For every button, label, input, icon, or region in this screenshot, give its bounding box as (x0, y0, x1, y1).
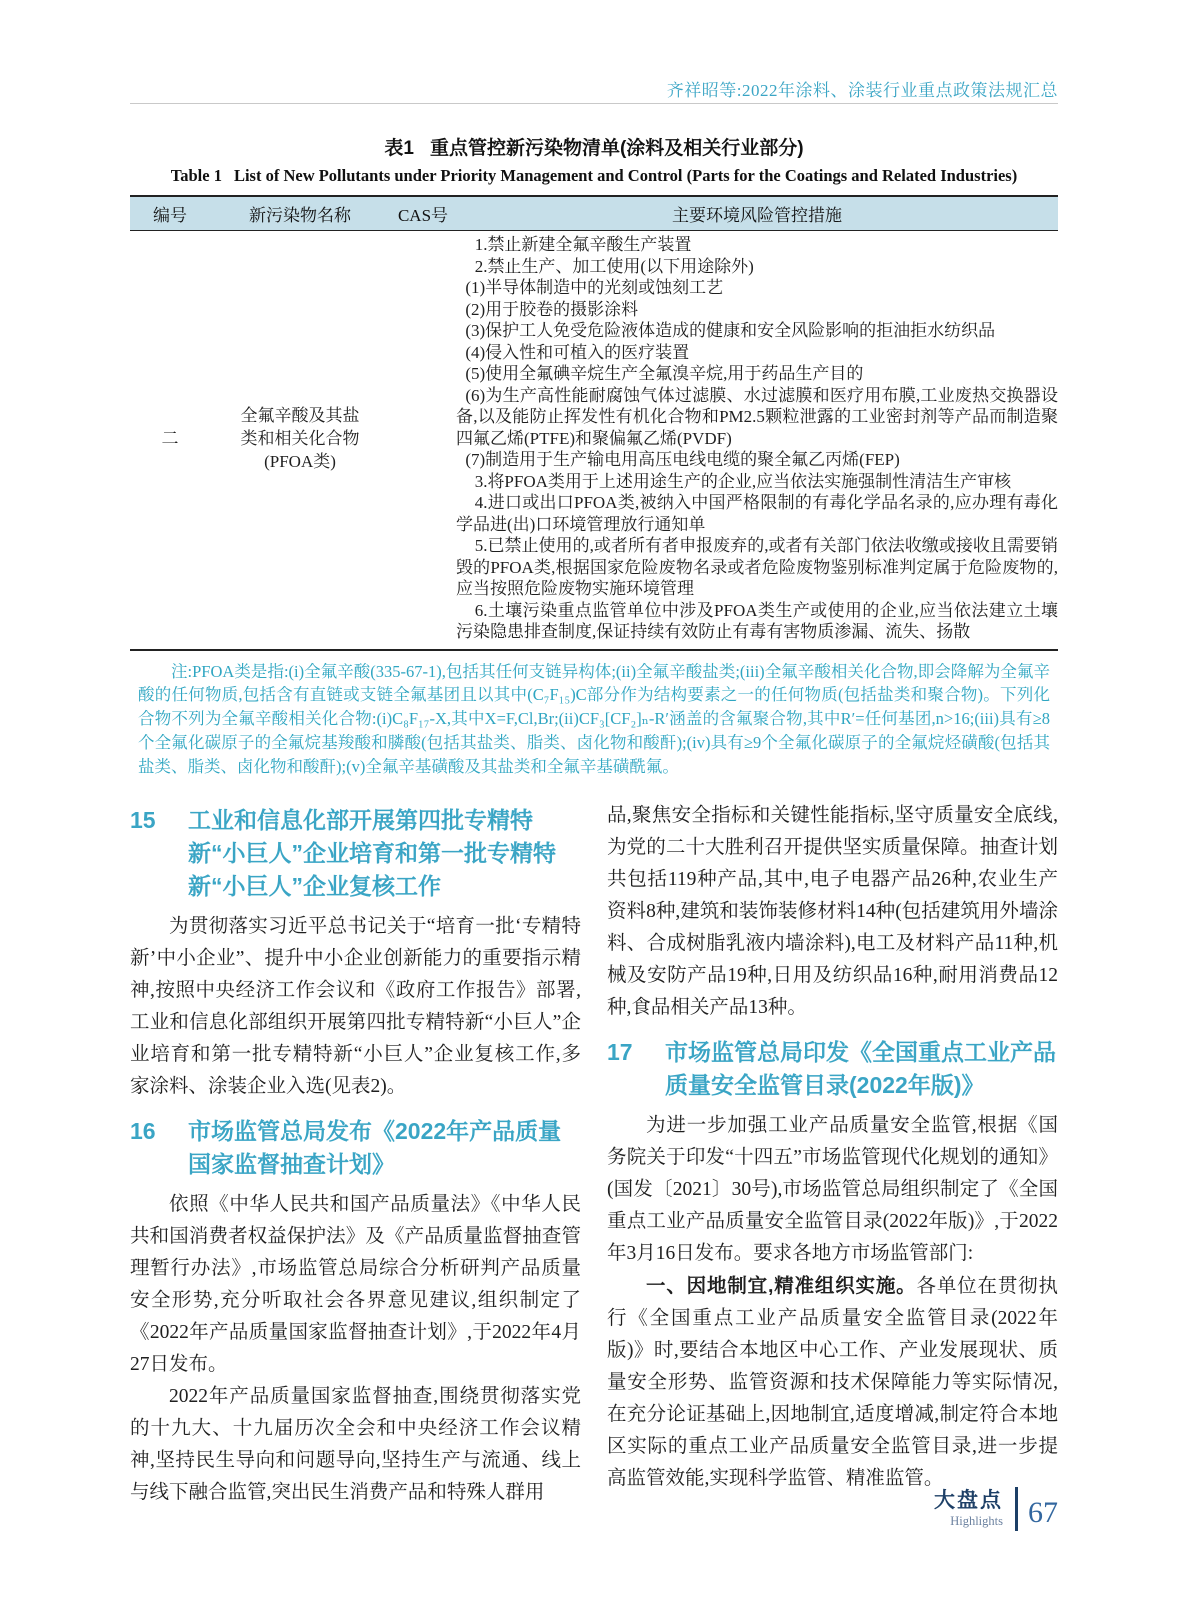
measure-item: 5.已禁止使用的,或者所有者申报废弃的,或者有关部门依法收缴或接收且需要销毁的PFOA类,根据国家危险废物名录或者危险废物鉴别标准判定属于危险废物的,应当按照危险废物实施环境管理 (456, 536, 1058, 598)
measure-item: 2.禁止生产、加工使用(以下用途除外) (474, 256, 754, 276)
row-measures-cell (456, 234, 1058, 643)
section-16-title: 市场监管总局发布《2022年产品质量国家监督抽查计划》 (188, 1118, 562, 1177)
article-body (130, 800, 1058, 1509)
table-header-row (130, 195, 1058, 231)
table-row (130, 231, 1058, 651)
section-15-paragraph: 为贯彻落实习近平总书记关于“培育一批‘专精特新’中小企业”、提升中小企业创新能力的重要指示精神,按照中央经济工作会议和《政府工作报告》部署,工业和信息化部组织开展第四批专精特新“小巨人”企业培育和第一批专精特新“小巨人”企业复核工作,多家涂料、涂装企业入选(见表2)。 (130, 916, 581, 1097)
header-rule (130, 103, 1058, 104)
section-17-number: 17 (607, 1039, 633, 1065)
table-title-en-label: Table 1 (170, 166, 222, 185)
paragraph-bold-lead: 一、因地制宜,精准组织实施。 (646, 1275, 917, 1297)
pollutants-table (130, 195, 1058, 651)
table-title-zh (130, 133, 1058, 160)
col-header-cas: CAS号 (397, 206, 449, 225)
section-16-heading (130, 1115, 581, 1181)
measure-item: (1)半导体制造中的光刻或蚀刻工艺 (465, 278, 724, 297)
footer-label-zh: 大盘点 (934, 1488, 1003, 1512)
row-cas-cell (390, 234, 456, 643)
section-17-title: 市场监管总局印发《全国重点工业产品质量安全监管目录(2022年版)》 (665, 1039, 1056, 1098)
page-number: 67 (1028, 1496, 1058, 1529)
measure-item: 3.将PFOA类用于上述用途生产的企业,应当依法实施强制性清洁生产审核 (474, 471, 1012, 491)
page-footer (130, 1487, 1058, 1531)
table1-section (130, 133, 1058, 779)
table-title-en (130, 166, 1058, 186)
measure-item: (4)侵入性和可植入的医疗装置 (465, 342, 690, 362)
section-17-paragraph-1: 为进一步加强工业产品质量安全监管,根据《国务院关于印发“十四五”市场监管现代化规划的通知》(国发〔2021〕30号),市场监管总局组织制定了《全国重点工业产品质量安全监管目录(2022年版)》,于2022年3月16日发布。要求各地方市场监管部门: (607, 1115, 1058, 1264)
col-header-name: 新污染物名称 (249, 206, 351, 225)
section-15-title: 工业和信息化部开展第四批专精特新“小巨人”企业培育和第一批专精特新“小巨人”企业复核工作 (188, 807, 556, 899)
measure-item: (7)制造用于生产输电用高压电线电缆的聚全氟乙丙烯(FEP) (465, 450, 900, 469)
paragraph-rest: 各单位在贯彻执行《全国重点工业产品质量安全监管目录(2022年版)》时,要结合本地区中心工作、产业发展现状、质量安全形势、监管资源和技术保障能力等实际情况,在充分论证基础上,因地制宜,适度增减,制定符合本地区实际的重点工业产品质量安全监管目录,进一步提高监管效能,实现科学监管、精准监管。 (607, 1276, 1058, 1489)
section-16-paragraph-2: 2022年产品质量国家监督抽查,围绕贯彻落实党的十九大、十九届历次全会和中央经济工作会议精神,坚持民生导向和问题导向,坚持生产与流通、线上与线下融合监管,突出民生消费产品和特殊人群用 (130, 1386, 581, 1503)
table-note: 注:PFOA类是指:(i)全氟辛酸(335-67-1),包括其任何支链异构体;(ii)全氟辛酸盐类;(iii)全氟辛酸相关化合物,即会降解为全氟辛酸的任何物质,包括含有直链或支链全氟基团且以其中(C₇F₁₅)C部分作为结构要素之一的任何物质(包括盐类和聚合物)。下列化合物不列为全氟辛酸相关化合物:(i)C₈F₁₇-X,其中X=F,Cl,Br;(ii)CF₃[CF₂]ₙ-R′涵盖的含氟聚合物,其中R′=任何基团,n>16;(iii)具有≥8个全氟化碳原子的全氟烷基羧酸和膦酸(包括其盐类、脂类、卤化物和酸酐);(iv)具有≥9个全氟化碳原子的全氟烷烃磺酸(包括其盐类、脂类、卤化物和酸酐);(v)全氟辛基磺酸及其盐类和全氟辛基磺酰氟。 (138, 661, 1050, 777)
measure-item: 1.禁止新建全氟辛酸生产装置 (474, 235, 692, 254)
pollutant-name-line: (PFOA类) (264, 451, 336, 471)
col-header-number: 编号 (153, 206, 187, 225)
row-number-cell: 二 (161, 428, 179, 448)
measure-item: (5)使用全氟碘辛烷生产全氟溴辛烷,用于药品生产目的 (465, 364, 864, 383)
measure-item: 4.进口或出口PFOA类,被纳入中国严格限制的有毒化学品名录的,应办理有毒化学品进(出)口环境管理放行通知单 (456, 493, 1058, 534)
measure-item: (3)保护工人免受危险液体造成的健康和安全风险影响的拒油拒水纺织品 (465, 321, 996, 340)
footer-label-en: Highlights (950, 1514, 1003, 1529)
right-column (607, 800, 1058, 1509)
table-title-zh-label: 表1 (384, 138, 414, 159)
pollutant-name-line: 全氟辛酸及其盐 (240, 405, 360, 425)
running-header: 齐祥昭等:2022年涂料、涂装行业重点政策法规汇总 (666, 81, 1058, 100)
section-17-paragraph-2 (607, 1270, 1058, 1495)
section-16-paragraph-1: 依照《中华人民共和国产品质量法》《中华人民共和国消费者权益保护法》及《产品质量监督抽查管理暂行办法》,市场监管总局综合分析研判产品质量安全形势,充分听取社会各界意见建议,组织制定了《2022年产品质量国家监督抽查计划》,于2022年4月27日发布。 (130, 1194, 581, 1375)
section-16-paragraph-2-continued: 品,聚焦安全指标和关键性能指标,坚守质量安全底线,为党的二十大胜利召开提供坚实质量保障。抽查计划共包括119种产品,其中,电子电器产品26种,农业生产资料8种,建筑和装饰装修材料14种(包括建筑用外墙涂料、合成树脂乳液内墙涂料),电工及材料产品11种,机械及安防产品19种,日用及纺织品16种,耐用消费品12种,食品相关产品13种。 (607, 805, 1058, 1018)
measure-item: (6)为生产高性能耐腐蚀气体过滤膜、水过滤膜和医疗用布膜,工业废热交换器设备,以及能防止挥发性有机化合物和PM2.5颗粒泄露的工业密封剂等产品而制造聚四氟乙烯(PTFE)和聚偏氟乙烯(PVDF) (456, 385, 1058, 448)
footer-divider (1015, 1487, 1018, 1531)
measure-item: (2)用于胶卷的摄影涂料 (465, 299, 639, 319)
left-column (130, 800, 581, 1509)
section-15-number: 15 (130, 807, 156, 833)
measure-item: 6.土壤污染重点监管单位中涉及PFOA类生产或使用的企业,应当依法建立土壤污染隐患排查制度,保证持续有效防止有毒有害物质渗漏、流失、扬散 (456, 600, 1058, 641)
footer-section-label (934, 1489, 1003, 1529)
table-title-en-text: List of New Pollutants under Priority Management and Control (Parts for the Coatings and Related Industries) (233, 166, 1018, 185)
section-16-number: 16 (130, 1118, 156, 1144)
section-15-heading (130, 804, 581, 903)
pollutant-name-line: 类和相关化合物 (240, 428, 360, 448)
table-title-zh-text: 重点管控新污染物清单(涂料及相关行业部分) (429, 138, 804, 159)
col-header-measures: 主要环境风险管控措施 (672, 206, 842, 225)
section-17-heading (607, 1036, 1058, 1102)
row-name-cell (210, 234, 390, 643)
